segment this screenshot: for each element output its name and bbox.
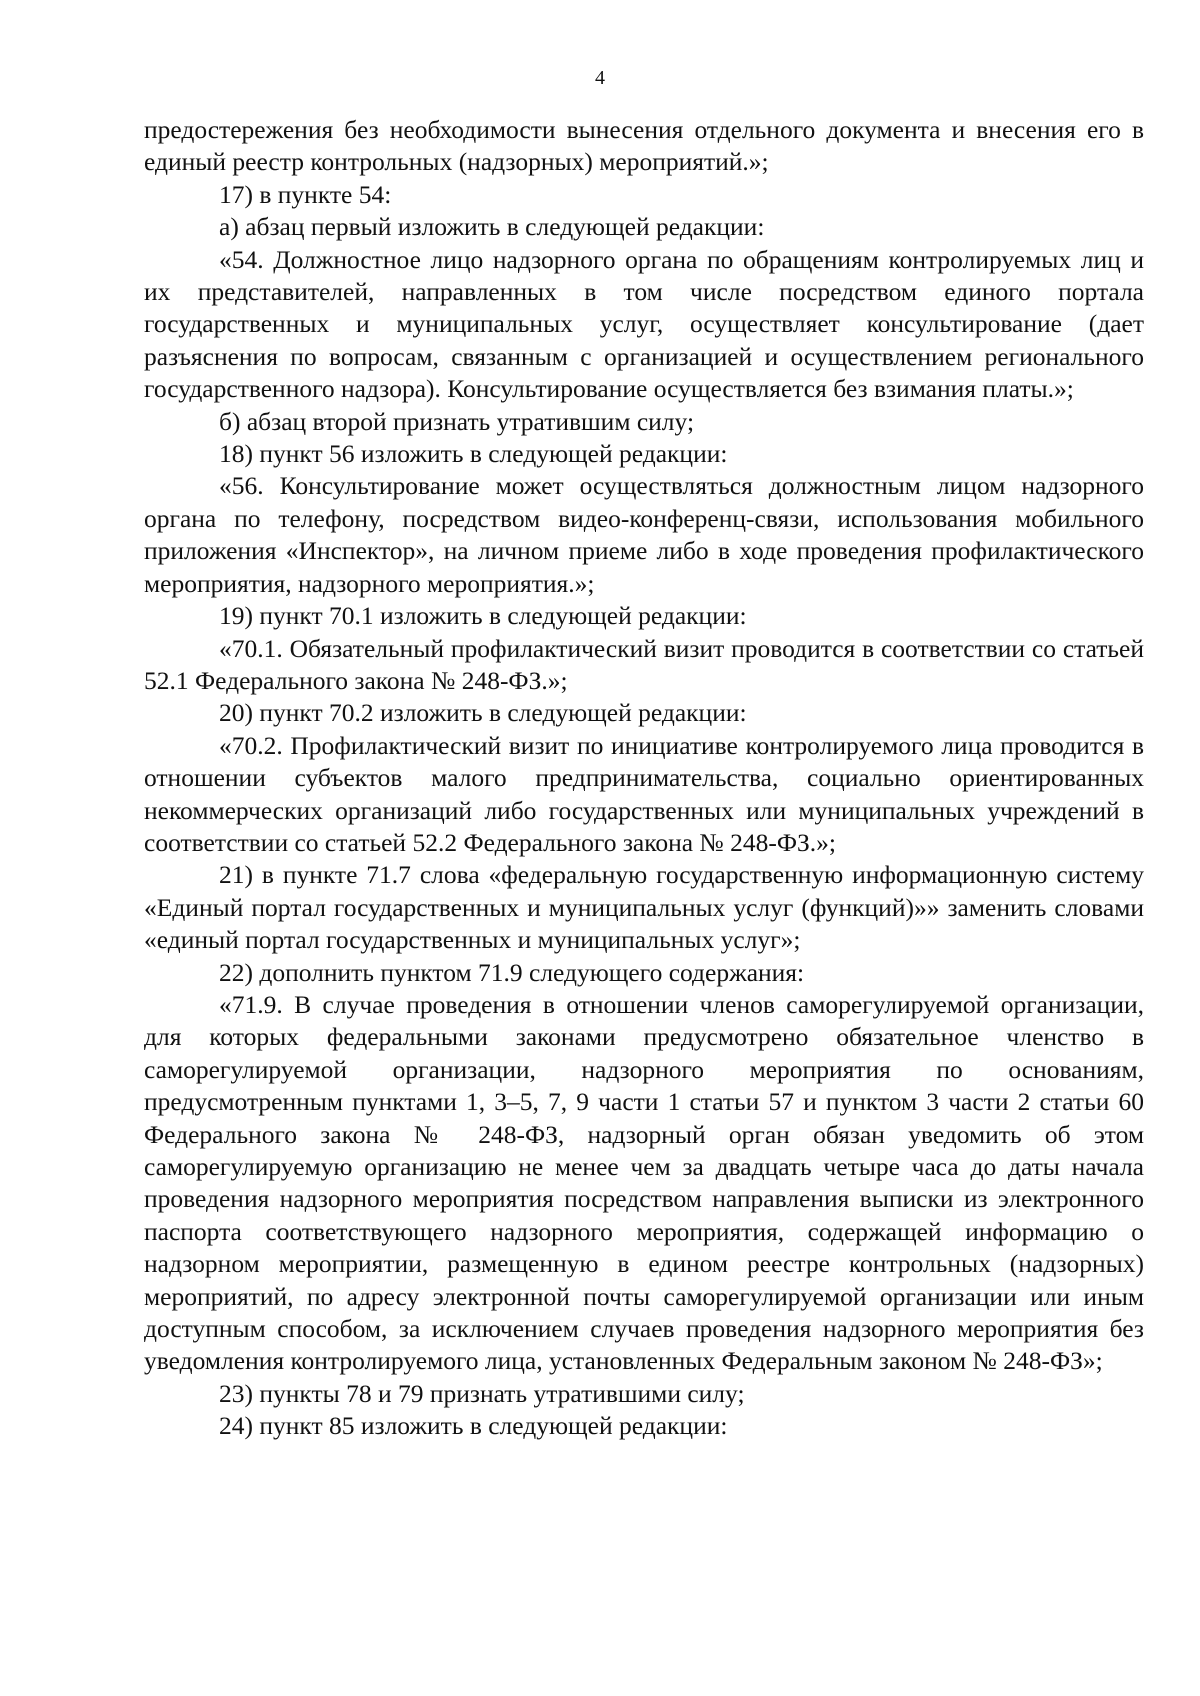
paragraph: «71.9. В случае проведения в отношении членов саморегулируемой организации, для которых федеральными законами предусмотрено обязательное членство в саморегулируемой организации, надзорного мероприятия по основаниям, предусмотренным пунктами 1, 3–5, 7, 9 части 1 статьи 57 и пунктом 3 части 2 статьи 60 Федерального закона № 248-ФЗ, надзорный орган обязан уведомить об этом саморегулируемую организацию не менее чем за двадцать четыре часа до даты начала проведения надзорного мероприятия посредством направления выписки из электронного паспорта соответствующего надзорного мероприятия, содержащей информацию о надзорном мероприятии, размещенную в едином реестре контрольных (надзорных) мероприятий, по адресу электронной почты саморегулируемой организации или иным доступным способом, за исключением случаев проведения надзорного мероприятия без уведомления контролируемого лица, установленных Федеральным законом № 248-ФЗ»; bbox=[144, 989, 1144, 1376]
paragraph: 23) пункты 78 и 79 признать утратившими силу; bbox=[219, 1378, 745, 1408]
paragraph: предостережения без необходимости вынесения отдельного документа и внесения его в единый реестр контрольных (надзорных) мероприятий.»; bbox=[144, 115, 1144, 177]
paragraph: б) абзац второй признать утратившим силу; bbox=[219, 406, 695, 436]
paragraph: 21) в пункте 71.7 слова «федеральную государственную информационную систему «Единый портал государственных и муниципальных услуг (функций)»» заменить словами «единый портал государственных и муниципальных услуг»; bbox=[144, 860, 1144, 955]
paragraph: «70.2. Профилактический визит по инициативе контролируемого лица проводится в отношении субъектов малого предпринимательства, социально ориентированных некоммерческих организаций либо государственных или муниципальных учреждений в соответствии со статьей 52.2 Федерального закона № 248-ФЗ.»; bbox=[144, 730, 1144, 857]
paragraph: «56. Консультирование может осуществляться должностным лицом надзорного органа по телефону, посредством видео-конференц-связи, использования мобильного приложения «Инспектор», на личном приеме либо в ходе проведения профилактического мероприятия, надзорного мероприятия.»; bbox=[144, 471, 1144, 598]
paragraph: «70.1. Обязательный профилактический визит проводится в соответствии со статьей 52.1 Федерального закона № 248-ФЗ.»; bbox=[144, 633, 1144, 695]
paragraph: 19) пункт 70.1 изложить в следующей редакции: bbox=[219, 601, 747, 631]
paragraph: 17) в пункте 54: bbox=[219, 179, 392, 209]
paragraph: 18) пункт 56 изложить в следующей редакции: bbox=[219, 439, 728, 469]
paragraph: 22) дополнить пунктом 71.9 следующего содержания: bbox=[219, 957, 805, 987]
paragraph: 20) пункт 70.2 изложить в следующей редакции: bbox=[219, 698, 747, 728]
paragraph: а) абзац первый изложить в следующей редакции: bbox=[219, 212, 765, 242]
page-number: 4 bbox=[595, 67, 605, 89]
document-body bbox=[144, 114, 1144, 1443]
paragraph: 24) пункт 85 изложить в следующей редакции: bbox=[219, 1411, 728, 1441]
paragraph: «54. Должностное лицо надзорного органа по обращениям контролируемых лиц и их представителей, направленных в том числе посредством единого портала государственных и муниципальных услуг, осуществляет консультирование (дает разъяснения по вопросам, связанным с организацией и осуществлением регионального государственного надзора). Консультирование осуществляется без взимания платы.»; bbox=[144, 244, 1144, 404]
